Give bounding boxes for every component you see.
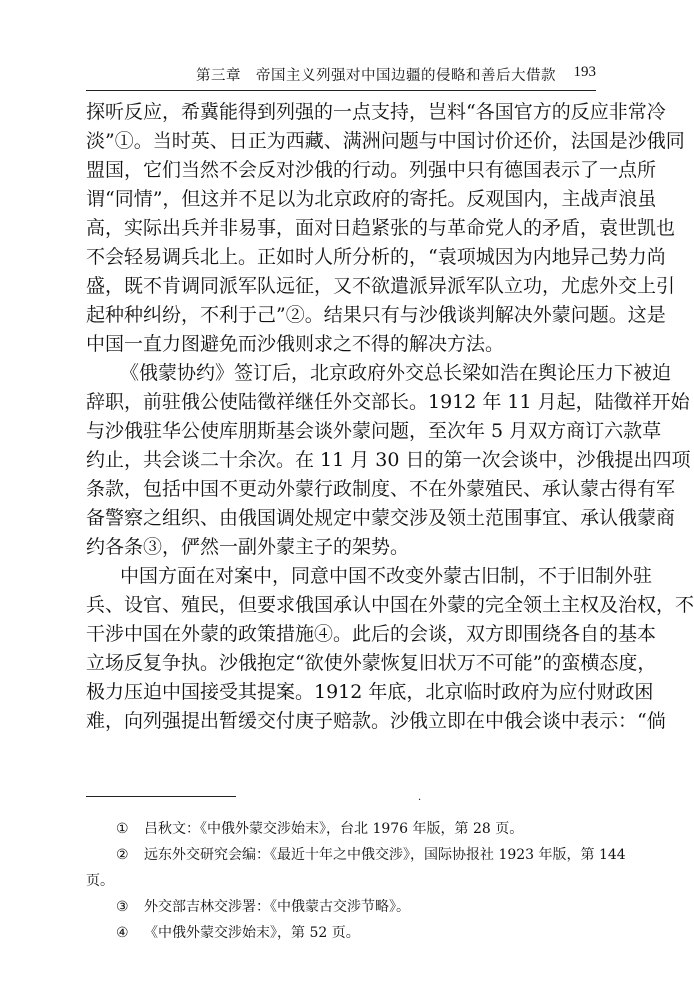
- text-line: 起种种纠纷，不利于己”②。结果只有与沙俄谈判解决外蒙问题。这是: [86, 304, 666, 326]
- text-line: 极力压迫中国接受其提案。1912 年底，北京临时政府为应付财政困: [86, 681, 654, 703]
- footnote-text: 远东外交研究会编：《最近十年之中俄交涉》，国际协报社 1923 年版，第 144: [144, 847, 626, 863]
- text-line: 淡”①。当时英、日正为西藏、满洲问题与中国讨价还价，法国是沙俄同: [86, 130, 685, 152]
- text-line: 探听反应，希冀能得到列强的一点支持，岂料“各国官方的反应非常冷: [86, 101, 666, 123]
- footnote: [86, 816, 598, 842]
- text-line: 中国方面在对案中，同意中国不改变外蒙古旧制，不于旧制外驻: [120, 565, 653, 587]
- text-line: 辞职，前驻俄公使陆徵祥继任外交部长。1912 年 11 月起，陆徵祥开始: [86, 391, 690, 413]
- scan-speck: ·: [418, 795, 422, 806]
- body-text: [86, 98, 694, 736]
- page-number: 193: [573, 64, 596, 80]
- chapter-title: 第三章 帝国主义列强对中国边疆的侵略和善后大借款: [196, 68, 556, 84]
- footnote-mark: ①: [116, 821, 129, 837]
- header-rule: [86, 90, 596, 91]
- text-line: 条款，包括中国不更动外蒙行政制度、不在外蒙殖民、承认蒙古得有军: [86, 478, 676, 500]
- text-line: 约止，共会谈二十余次。在 11 月 30 日的第一次会谈中，沙俄提出四项: [86, 449, 691, 471]
- footnote-text: 外交部吉林交涉署：《中俄蒙古交涉节略》。: [144, 899, 410, 915]
- footnote-text: 页。: [86, 873, 114, 889]
- text-line: 不会轻易调兵北上。正如时人所分析的，“袁项城因为内地异己势力尚: [86, 246, 666, 268]
- footnote-mark: ③: [116, 899, 129, 915]
- footnote: [86, 920, 598, 946]
- text-line: 立场反复争执。沙俄抱定“欲使外蒙恢复旧状万不可能”的蛮横态度，: [86, 652, 657, 674]
- text-line: 盟国，它们当然不会反对沙俄的行动。列强中只有德国表示了一点所: [86, 159, 657, 181]
- footnote: [86, 894, 598, 920]
- text-line: 《俄蒙协约》签订后，北京政府外交总长梁如浩在舆论压力下被迫: [120, 362, 672, 384]
- footnote: [86, 842, 626, 868]
- footnote-mark: ②: [116, 847, 129, 863]
- footnote-mark: ④: [116, 925, 129, 941]
- footnote-rule: [86, 796, 236, 797]
- text-line: 高，实际出兵并非易事，面对日趋紧张的与革命党人的矛盾，袁世凯也: [86, 217, 676, 239]
- text-line: 盛，既不肯调同派军队远征，又不欲遣派异派军队立功，尤虑外交上引: [86, 275, 676, 297]
- running-header: [86, 60, 596, 90]
- text-line: 约各条③，俨然一副外蒙主子的架势。: [86, 536, 410, 558]
- footnote-text: 吕秋文：《中俄外蒙交涉始末》，台北 1976 年版，第 28 页。: [144, 821, 524, 837]
- text-line: 干涉中国在外蒙的政策措施④。此后的会谈，双方即围绕各自的基本: [86, 623, 657, 645]
- footnote-continuation: [86, 868, 598, 894]
- text-line: 兵、设官、殖民，但要求俄国承认中国在外蒙的完全领土主权及治权，不: [86, 594, 694, 616]
- text-line: 难，向列强提出暂缓交付庚子赔款。沙俄立即在中俄会谈中表示：“倘: [86, 710, 666, 732]
- text-line: 备警察之组织、由俄国调处规定中蒙交涉及领土范围事宜、承认俄蒙商: [86, 507, 676, 529]
- text-line: 与沙俄驻华公使库朋斯基会谈外蒙问题，至次年 5 月双方商订六款草: [86, 420, 662, 442]
- text-line: 谓“同情”，但这并不足以为北京政府的寄托。反观国内，主战声浪虽: [86, 188, 657, 210]
- footnote-text: 《中俄外蒙交涉始末》，第 52 页。: [144, 925, 360, 941]
- text-line: 中国一直力图避免而沙俄则求之不得的解决方法。: [86, 333, 505, 355]
- footnotes: [86, 816, 626, 946]
